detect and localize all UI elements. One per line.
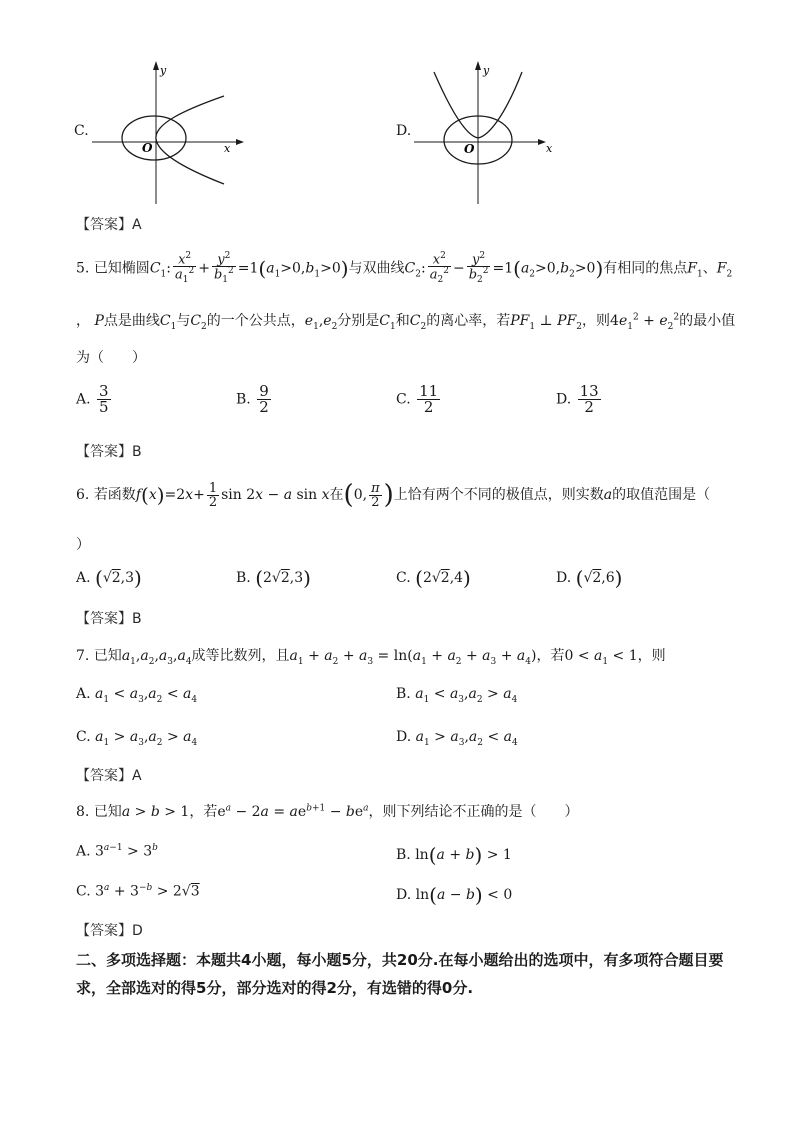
y-arrow-icon (153, 61, 159, 70)
q6-line1: 6. 若函数f(x)=2x+ $\frac{1}{2}$ sin 2x − a sin x在(0, $\frac{\pi}{2}$ )上恰有两个不同的极值点，则实数a的取值范围是（ (76, 480, 711, 510)
origin-label: O (464, 142, 475, 156)
q8-line1: 8. 已知a > b > 1，若$e^a - 2a = ae^{b+1} - be^a$，则下列结论不正确的是（ ） (76, 803, 579, 820)
y-axis-label: y (160, 64, 167, 77)
q5-line2: ， P点是曲线$C_1$与$C_2$的一个公共点，$e_1,e_2$分别是$C_1$和$C_2$的离心率，若$PF_1$ ⊥ $PF_2$，则$4e_1^2 + e_2^2$的最小值 (76, 312, 736, 332)
q5-option-d[interactable]: D. $\frac{13}{2}$ (556, 382, 599, 416)
q5-option-b[interactable]: B. $\frac{9}{2}$ (236, 382, 269, 416)
q8-option-d[interactable]: D. ln(a − b) < 0 (396, 883, 513, 907)
section-2-heading: 二、多项选择题：本题共4小题，每小题5分，共20分.在每小题给出的选项中，有多项符合题目要求，全部选对的得5分，部分选对的得2分，有选错的得0分. (76, 951, 724, 997)
answer-q6: 【答案】B (76, 611, 142, 627)
q8-option-c[interactable]: C. $3^a + 3^{-b} > 2√3$ (76, 883, 200, 900)
figure-d-ellipse-parabola (410, 58, 570, 206)
origin-label: O (142, 141, 153, 155)
q7-option-d[interactable]: D. $a_1 > a_3,a_2 < a_4$ (396, 729, 518, 748)
answer-q4: 【答案】A (76, 217, 142, 233)
q8-option-b[interactable]: B. ln(a + b) > 1 (396, 843, 512, 867)
q6-line2: ） (76, 537, 90, 553)
figure-c-ellipse-parabola (88, 58, 248, 206)
q5-option-a[interactable]: A. $\frac{3}{5}$ (76, 382, 109, 416)
q7-line1: 7. 已知$a_1,a_2,a_3,a_4$成等比数列，且$a_1 + a_2 + a_3 = \ln(a_1 + a_2 + a_3 + a_4)$，若$0 < a_1 < 1$，则 (76, 648, 666, 667)
q6-option-c[interactable]: C. (2√2,4) (396, 566, 471, 590)
answer-q8: 【答案】D (76, 923, 143, 939)
q6-option-a[interactable]: A. (√2,3) (76, 566, 142, 590)
q7-option-c[interactable]: C. $a_1 > a_3,a_2 > a_4$ (76, 729, 198, 748)
answer-q7: 【答案】A (76, 768, 142, 784)
option-d-label: D. (396, 123, 412, 139)
q5-line1: 5. 已知椭圆$C_1$: $\frac{x^2}{a_1^2}$ + $\frac{y^2}{b_1^2}$ $=1(a_1>0,b_1>0)$与双曲线$C_2$: $\frac{x^2}{a_2^2}$ − $\frac{y^2}{b_2^2}$ $=1(a_2>0,b_2>0)$有相同的焦点$F_1$、$F_2$ (76, 251, 733, 286)
q5-line3: 为（ ） (76, 350, 146, 366)
y-axis-label: y (483, 64, 490, 77)
q8-option-a[interactable]: A. $3^{a-1} > 3^b$ (76, 843, 158, 860)
option-c-label: C. (74, 123, 89, 139)
x-axis-label: x (546, 142, 553, 155)
q5-option-c[interactable]: C. $\frac{11}{2}$ (396, 382, 439, 416)
x-axis-label: x (224, 142, 231, 155)
x-arrow-icon (236, 139, 244, 145)
q6-option-b[interactable]: B. (2√2,3) (236, 566, 311, 590)
q6-option-d[interactable]: D. (√2,6) (556, 566, 623, 590)
answer-q5: 【答案】B (76, 444, 142, 460)
x-arrow-icon (538, 139, 546, 145)
q7-option-a[interactable]: A. $a_1 < a_3,a_2 < a_4$ (76, 686, 198, 705)
q7-option-b[interactable]: B. $a_1 < a_3,a_2 > a_4$ (396, 686, 518, 705)
y-arrow-icon (475, 61, 481, 70)
